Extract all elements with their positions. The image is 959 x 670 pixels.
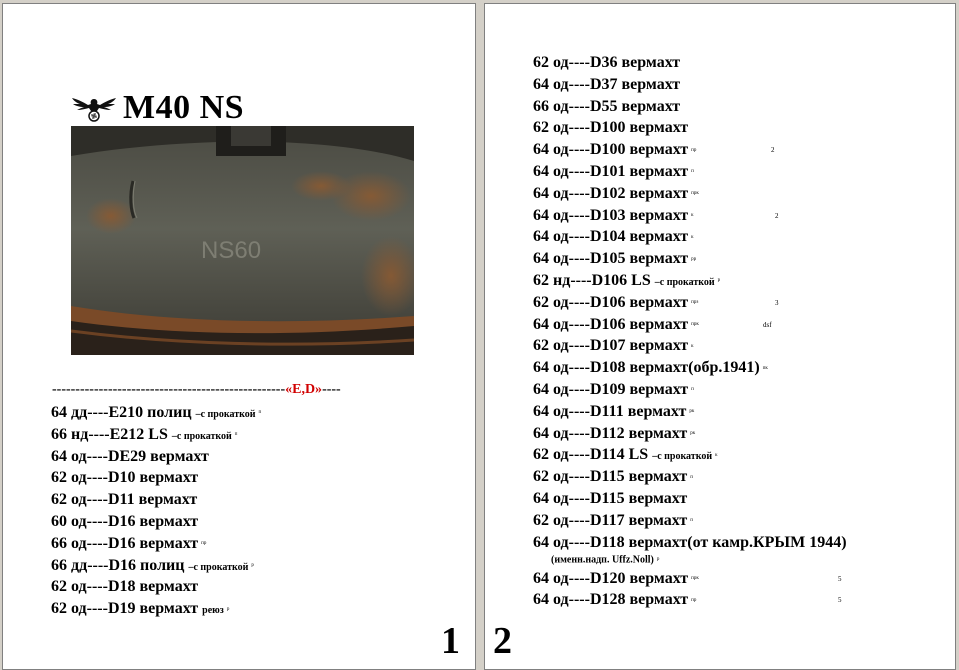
list-item: 62 од----D100 вермахт (533, 119, 689, 137)
list-item: 64 од----D106 вермахт прк dsf (533, 315, 772, 333)
list-item: 66 од----D16 вермахт пр (51, 534, 207, 552)
helmet-list-page-2 (533, 52, 847, 611)
list-item: 64 од----D103 вермахт к 2 (533, 206, 779, 224)
list-item: 62 од----D117 вермахт п (533, 511, 693, 529)
list-item: 64 од----D115 вермахт (533, 489, 688, 507)
list-item: 64 од----D108 вермахт(обр.1941) пк (533, 359, 768, 377)
list-item: 66 нд----E212 LS –с прокаткой п (51, 425, 238, 443)
list-item: 64 од----D120 вермахт прк 5 (533, 569, 842, 587)
list-item: 64 од----D102 вермахт прк (533, 184, 699, 202)
section-separator (52, 382, 341, 398)
list-item: 64 од----D111 вермахт рк (533, 402, 695, 420)
list-item: 64 од----D128 вермахт пр 5 (533, 591, 842, 609)
helmet-list-page-1 (51, 402, 261, 620)
list-item: 62 од----D107 вермахт к (533, 337, 694, 355)
list-item: 64 од----D112 вермахт рк (533, 424, 696, 442)
page-2 (484, 3, 956, 670)
list-item: 60 од----D16 вермахт (51, 512, 199, 530)
separator-code: «E,D» (285, 382, 323, 397)
list-item: 64 од----D101 вермахт п (533, 162, 694, 180)
eagle-emblem-icon (71, 93, 117, 123)
page-number: 2 (493, 620, 512, 662)
list-item: 64 од----D104 вермахт к (533, 228, 694, 246)
list-item: 64 од----D109 вермахт п (533, 380, 694, 398)
list-item: 64 од----D118 вермахт(от камр.КРЫМ 1944) (именн.надп. Uffz.Noll) р (533, 533, 847, 566)
list-item: 62 од----D19 вермахт реюз р (51, 600, 230, 618)
page-number: 1 (441, 620, 460, 662)
list-item: 62 од----D10 вермахт (51, 469, 199, 487)
list-item: 64 од----D100 вермахт пр 2 (533, 141, 775, 159)
page-1 (2, 3, 476, 670)
page-title: M40 NS (123, 89, 245, 126)
list-item: 64 од----D105 вермахт рр (533, 250, 697, 268)
photo-stamp: NS60 (201, 237, 262, 264)
list-item: 62 од----D36 вермахт (533, 54, 681, 71)
list-item: 64 дд----E210 полиц –с прокаткой п (51, 404, 262, 421)
title-row (71, 88, 244, 128)
list-item: 62 од----D115 вермахт п (533, 468, 693, 486)
list-item: 64 од----DE29 вермахт (51, 447, 209, 465)
list-item: 66 дд----D16 полиц –с прокаткой р (51, 556, 254, 574)
list-item: 62 од----D106 вермахт прз 3 (533, 293, 779, 311)
helmet-photo (71, 126, 414, 355)
list-item: 62 од----D114 LS –с прокаткой к (533, 446, 718, 464)
list-item: 62 од----D11 вермахт (51, 491, 198, 509)
separator-dashes: -------------------------------------------------- (52, 382, 286, 397)
list-item: 62 нд----D106 LS –с прокаткой р (533, 271, 721, 289)
separator-tail: ---- (322, 382, 341, 397)
list-item: 64 од----D37 вермахт (533, 75, 681, 93)
list-item: 62 од----D18 вермахт (51, 578, 199, 596)
list-item: 66 од----D55 вермахт (533, 97, 681, 115)
